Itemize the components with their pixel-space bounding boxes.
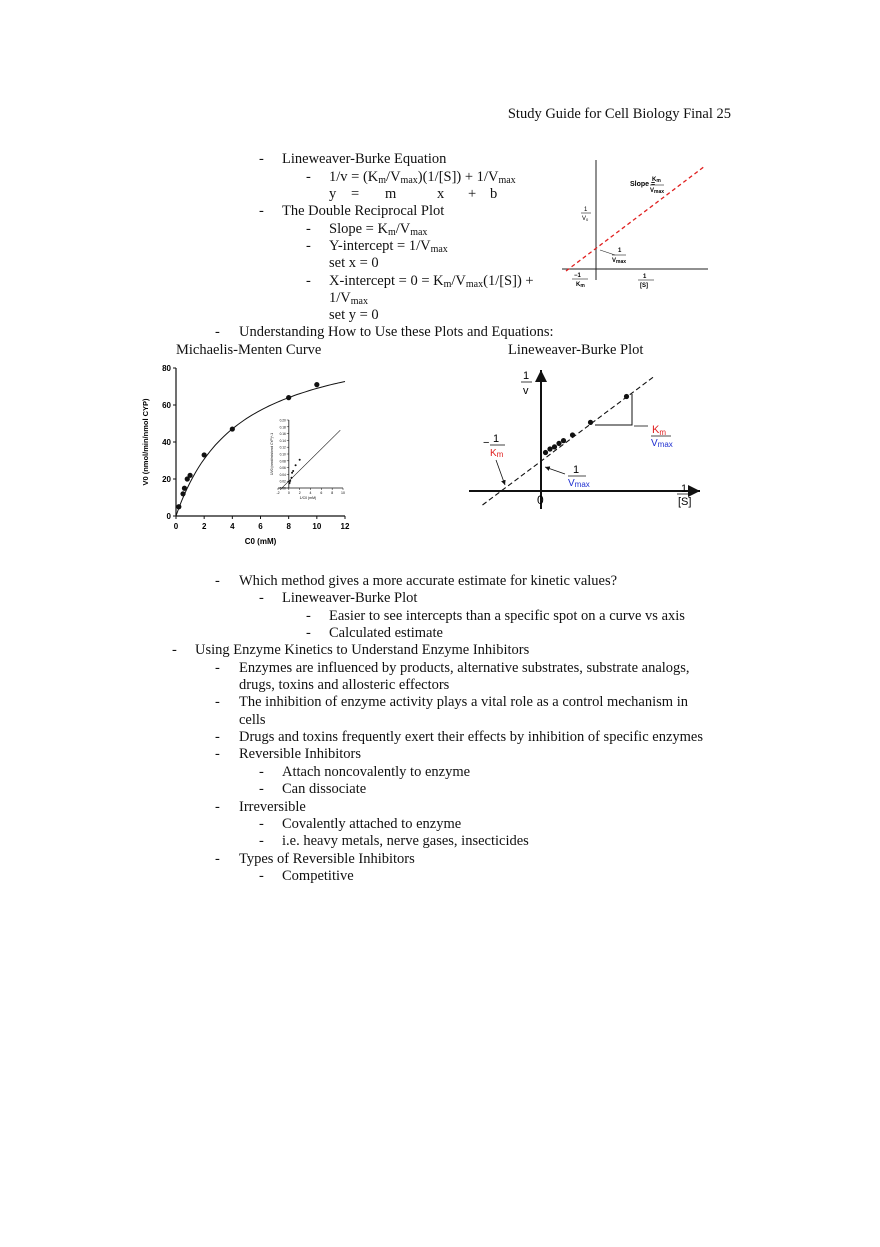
bullet: - — [306, 625, 311, 641]
mm-data-point — [176, 504, 181, 509]
bullet: - — [306, 608, 311, 624]
lb-plot-caption: Lineweaver-Burke Plot — [508, 342, 644, 358]
bullet: - — [215, 729, 220, 745]
lb-data-point — [624, 394, 629, 399]
small-slope-km: Km — [652, 177, 661, 184]
inset-y-tick-label: 0.00 — [279, 486, 286, 491]
mm-y-tick-label: 80 — [162, 364, 171, 373]
lb-chart — [455, 362, 705, 522]
bullet: - — [215, 746, 220, 762]
bullet: - — [259, 868, 264, 884]
inset-y-tick-label: 0.14 — [279, 438, 286, 443]
x-intercept-line-2: $1/V_{max}$ — [329, 290, 368, 307]
inset-y-tick-label: 0.04 — [279, 472, 286, 477]
mm-x-label: C0 (mM) — [244, 537, 277, 546]
mm-x-tick-label: 8 — [286, 522, 291, 531]
inhibitors-title: Using Enzyme Kinetics to Understand Enzyme Inhibitors — [195, 642, 530, 658]
small-yint-den: Vmax — [612, 258, 627, 265]
inset-y-tick-label: 0.16 — [279, 432, 286, 437]
inset-x-tick-label: 10 — [341, 491, 345, 495]
irreversible-2: i.e. heavy metals, nerve gases, insecticides — [282, 833, 529, 849]
lb-yint-den: Vmax — [568, 478, 590, 489]
bullet: - — [306, 221, 311, 237]
reversible-title: Reversible Inhibitors — [239, 746, 362, 762]
lb-xlabel-den: [S] — [678, 496, 692, 508]
lb-data-point — [561, 438, 566, 443]
lb-equation: $1/v = (K_m/V_{max})(1/[S]) + 1/V_{max}$ — [329, 169, 516, 186]
mm-y-tick-label: 60 — [162, 401, 171, 410]
inset-y-tick-label: 0.12 — [279, 445, 286, 450]
method-reason-2: Calculated estimate — [329, 625, 443, 641]
inset-y-tick-label: 0.20 — [279, 418, 286, 423]
y-intercept-line: Y-intercept = $1/V_{max}$ — [329, 238, 448, 255]
lb-data-point — [556, 441, 561, 446]
inset-x-tick-label: 0 — [287, 491, 290, 495]
small-yint-arrow — [600, 250, 615, 255]
lb-data-point — [552, 444, 557, 449]
bullet: - — [259, 151, 264, 167]
small-slope-vmax: Vmax — [650, 188, 665, 195]
inset-y-tick-label: 0.10 — [279, 452, 286, 457]
small-xlabel-num: 1 — [643, 274, 647, 280]
inset-data-point — [291, 477, 293, 479]
slope-line: Slope = $K_m/V_{max}$ — [329, 221, 428, 238]
small-xlabel-den: [S] — [640, 283, 648, 289]
types-title: Types of Reversible Inhibitors — [239, 851, 415, 867]
inset-y-tick-label: 0.02 — [279, 479, 286, 484]
lb-mapping-b: b — [490, 186, 498, 202]
lb-xint-den: Km — [490, 448, 504, 459]
mm-y-tick-label: 20 — [162, 475, 171, 484]
irreversible-1: Covalently attached to enzyme — [282, 816, 462, 832]
small-yint-num: 1 — [618, 248, 622, 254]
mm-y-tick-label: 0 — [166, 512, 171, 521]
mm-x-tick-label: 4 — [230, 522, 235, 531]
method-reason-1: Easier to see intercepts than a specific spot on a curve vs axis — [329, 608, 685, 624]
lb-mapping-eq: = — [351, 186, 360, 202]
inset-x-tick-label: 2 — [298, 491, 301, 495]
lb-slope-km: Km — [652, 424, 667, 437]
inhibitors-p2a: The inhibition of enzyme activity plays a vital role as a control mechanism in — [239, 694, 688, 710]
mm-curve-caption: Michaelis-Menten Curve — [176, 342, 322, 358]
mm-data-point — [286, 395, 291, 400]
lb-mapping-y: y — [329, 186, 337, 202]
mm-x-tick-label: 10 — [312, 522, 322, 531]
mm-x-tick-label: 6 — [258, 522, 263, 531]
inset-y-tick-label: 0.08 — [279, 459, 286, 464]
reversible-2: Can dissociate — [282, 781, 367, 797]
lb-xint-sign: − — [483, 437, 490, 449]
mm-x-tick-label: 0 — [173, 522, 179, 531]
mm-y-tick-label: 40 — [162, 438, 171, 447]
small-y-den: V0 — [582, 216, 589, 222]
lb-yint-num: 1 — [573, 464, 580, 476]
bullet: - — [215, 660, 220, 676]
inset-x-tick-label: 6 — [320, 491, 323, 495]
lb-mapping-x: x — [437, 186, 445, 202]
page-header: Study Guide for Cell Biology Final 25 — [507, 106, 731, 122]
irreversible-title: Irreversible — [239, 799, 306, 815]
inset-y-tick-label: 0.06 — [279, 466, 286, 471]
bullet: - — [259, 764, 264, 780]
small-y-num: 1 — [584, 207, 588, 213]
inhibitors-p3: Drugs and toxins frequently exert their effects by inhibition of specific enzymes — [239, 729, 703, 745]
mm-data-point — [182, 486, 187, 491]
lb-mapping-m: m — [385, 186, 397, 202]
small-xint-num: −1 — [574, 273, 581, 279]
bullet: - — [215, 694, 220, 710]
bullet: - — [306, 238, 311, 254]
bullet: - — [215, 851, 220, 867]
mm-fit-curve — [176, 382, 345, 517]
lb-data-point — [588, 420, 593, 425]
inset-x-tick-label: 4 — [309, 491, 312, 495]
lb-ylabel-den: v — [523, 385, 529, 397]
lb-xint-arrow — [496, 460, 505, 485]
bullet: - — [306, 169, 311, 185]
mm-data-point — [187, 473, 192, 478]
lb-data-point — [547, 446, 552, 451]
inhibitors-p1b: drugs, toxins and allosteric effectors — [239, 677, 450, 693]
lb-ylabel-num: 1 — [523, 370, 530, 382]
mm-x-tick-label: 12 — [340, 522, 350, 531]
bullet: - — [215, 324, 220, 340]
lb-xlabel-num: 1 — [681, 483, 688, 495]
lb-mapping-plus: + — [468, 186, 477, 202]
bullet: - — [215, 799, 220, 815]
bullet: - — [172, 642, 177, 658]
inset-x-tick-label: -2 — [276, 491, 280, 495]
inset-x-label: 1/C0 (mM) — [299, 496, 317, 500]
method-answer: Lineweaver-Burke Plot — [282, 590, 418, 606]
bullet: - — [215, 573, 220, 589]
mm-data-point — [314, 382, 319, 387]
lb-origin-label: 0 — [537, 493, 544, 507]
lb-yint-arrow — [545, 467, 565, 474]
mm-data-point — [230, 426, 235, 431]
small-slope-label: Slope = — [630, 181, 656, 188]
lb-equation-title: Lineweaver-Burke Equation — [282, 151, 447, 167]
small-lb-figure — [560, 155, 710, 295]
inset-data-point — [295, 464, 297, 466]
lb-slope-vmax: Vmax — [651, 438, 673, 449]
inhibitors-p2b: cells — [239, 712, 266, 728]
bullet: - — [259, 781, 264, 797]
inset-y-tick-label: 0.18 — [279, 425, 286, 430]
inset-data-point — [299, 459, 301, 461]
set-x-line: set x = 0 — [329, 255, 379, 271]
set-y-line: set y = 0 — [329, 307, 379, 323]
types-competitive: Competitive — [282, 868, 354, 884]
mm-chart — [138, 358, 356, 550]
inset-data-point — [291, 472, 293, 474]
understanding-line: Understanding How to Use these Plots and Equations: — [239, 324, 554, 340]
x-intercept-line: X-intercept = $0 = K_m/V_{max}(1/[S])$ + — [329, 273, 534, 290]
small-xint-den: Km — [576, 282, 585, 289]
mm-data-point — [180, 491, 185, 496]
inset-y-label: 1/V0 (nmol/min/nmol CYP)^-1 — [270, 432, 274, 476]
reversible-1: Attach noncovalently to enzyme — [282, 764, 471, 780]
bullet: - — [259, 816, 264, 832]
bullet: - — [259, 203, 264, 219]
inset-data-point — [289, 480, 291, 482]
lb-xint-num: 1 — [493, 433, 500, 445]
double-reciprocal-title: The Double Reciprocal Plot — [282, 203, 445, 219]
bullet: - — [259, 833, 264, 849]
lb-data-point — [570, 432, 575, 437]
method-question: Which method gives a more accurate estimate for kinetic values? — [239, 573, 618, 589]
bullet: - — [259, 590, 264, 606]
mm-x-tick-label: 2 — [201, 522, 207, 531]
inhibitors-p1a: Enzymes are influenced by products, alternative substrates, substrate analogs, — [239, 660, 690, 676]
inset-x-tick-label: 8 — [331, 491, 334, 495]
inset-data-point — [292, 470, 294, 472]
mm-y-label: V0 (nmol/min/nmol CYP) — [141, 398, 150, 486]
bullet: - — [306, 273, 311, 289]
lb-data-point — [543, 450, 548, 455]
mm-data-point — [202, 452, 207, 457]
